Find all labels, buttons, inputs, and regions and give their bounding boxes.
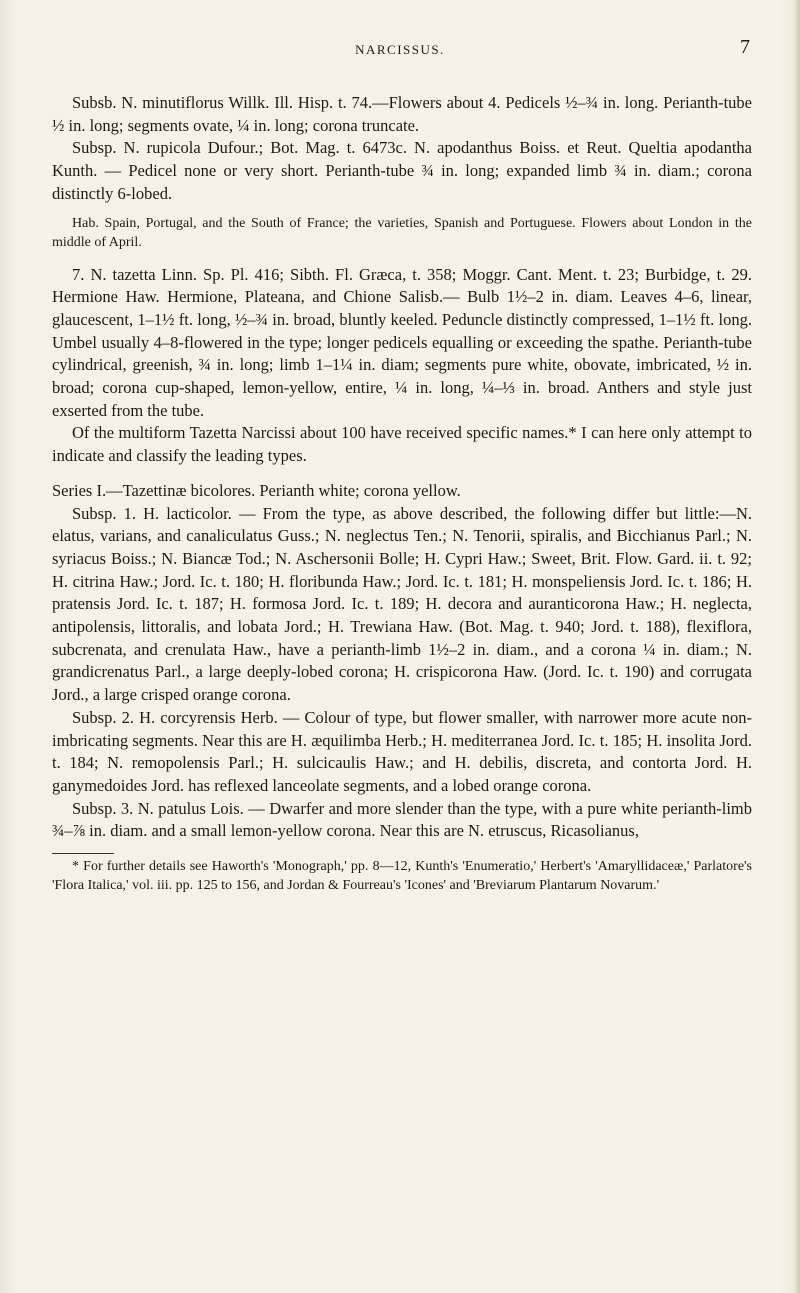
paragraph-rupicola: Subsp. N. rupicola Dufour.; Bot. Mag. t. 6473c. N. apodanthus Boiss. et Reut. Queltia apodantha Kunth. — Pedicel none or very short. Perianth-tube ¾ in. long; expanded limb ¾ in. diam.; corona distinctly 6-lobed. xyxy=(52,138,752,203)
page-number: 7 xyxy=(740,36,750,58)
paragraph-lacticolor: Subsp. 1. H. lacticolor. — From the type, as above described, the following differ but little:—N. elatus, varians, and canaliculatus Guss.; N. neglectus Ten.; N. Tenorii, spiralis, and Bicchianus Parl.; N. syriacus Boiss.; N. Biancæ Tod.; N. Aschersonii Bolle; H. Cypri Haw.; Sweet, Brit. Flow. Gard. ii. t. 92; H. citrina Haw.; Jord. Ic. t. 180; H. floribunda Haw.; Jord. Ic. t. 181; H. monspeliensis Jord. Ic. t. 186; H. pratensis Jord. Ic. t. 187; H. formosa Jord. Ic. t. 189; H. decora and auranticorona Haw.; H. neglecta, antipolensis, littoralis, and lobata Jord.; H. Trewiana Haw. (Bot. Mag. t. 940; Jord. t. 188), flexiflora, subcrenata, and crenulata Haw., have a perianth-limb 1½–2 in. diam., and a corona ¼ in. diam.; N. grandicrenatus Parl., a large deeply-lobed corona; H. crispicorona Haw. (Jord. Ic. t. 190) and corrugata Jord., a large crisped orange corona. xyxy=(52,503,752,705)
page-edge-shadow xyxy=(794,0,800,1293)
paragraph-minutiflorus: Subsb. N. minutiflorus Willk. Ill. Hisp. t. 74.—Flowers about 4. Pedicels ½–¾ in. long. Perianth-tube ½ in. long; segments ovate, ¼ in. long; corona truncate. xyxy=(52,93,752,135)
paragraph-corcyrensis: Subsp. 2. H. corcyrensis Herb. — Colour of type, but flower smaller, with narrower more acute non-imbricating segments. Near this are H. æquilimba Herb.; H. mediterranea Jord. Ic. t. 185; H. insolita Jord. t. 184; N. remopolensis Parl.; H. sulcicaulis Haw.; and H. debilis, discreta, and contorta Jord. H. ganymedoides Jord. has reflexed lanceolate segments, and a lobed orange corona. xyxy=(52,707,752,795)
footnote: * For further details see Haworth's 'Monograph,' pp. 8—12, Kunth's 'Enumeratio,' Herbert's 'Amaryllidaceæ,' Parlatore's 'Flora Italica,' vol. iii. pp. 125 to 156, and Jordan & Fourreau's 'Icones' and 'Breviarum Plantarum Novarum.' xyxy=(52,859,752,893)
paragraph-tazetta: 7. N. tazetta Linn. Sp. Pl. 416; Sibth. Fl. Græca, t. 358; Moggr. Cant. Ment. t. 23; Burbidge, t. 29. Hermione Haw. Hermione, Plateana, and Chione Salisb.— Bulb 1½–2 in. diam. Leaves 4–6, linear, glaucescent, 1–1½ ft. long, ½–¾ in. broad, bluntly keeled. Peduncle distinctly compressed, 1–1½ ft. long. Umbel usually 4–8-flowered in the type; longer pedicels equalling or exceeding the spathe. Perianth-tube cylindrical, greenish, ¾ in. long; limb 1–1¼ in. diam; segments pure white, obovate, imbricated, ½ in. broad; corona cup-shaped, lemon-yellow, entire, ¼ in. long, ¼–⅓ in. broad. Anthers and style just exserted from the tube. xyxy=(52,264,752,420)
series-heading: Series I.—Tazettinæ bicolores. Perianth white; corona yellow. xyxy=(52,480,461,500)
running-title: NARCISSUS. xyxy=(355,42,445,57)
paragraph-multiform: Of the multiform Tazetta Narcissi about 100 have received specific names.* I can here only attempt to indicate and classify the leading types. xyxy=(52,423,752,466)
paragraph-patulus: Subsp. 3. N. patulus Lois. — Dwarfer and more slender than the type, with a pure white perianth-limb ¾–⅞ in. diam. and a small lemon-yellow corona. Near this are N. etruscus, Ricasolianus, xyxy=(52,798,752,841)
footnote-rule xyxy=(52,853,114,854)
habitat-note: Hab. Spain, Portugal, and the South of France; the varieties, Spanish and Portuguese. Flowers about London in the middle of April. xyxy=(52,215,752,250)
text-column xyxy=(52,92,752,895)
